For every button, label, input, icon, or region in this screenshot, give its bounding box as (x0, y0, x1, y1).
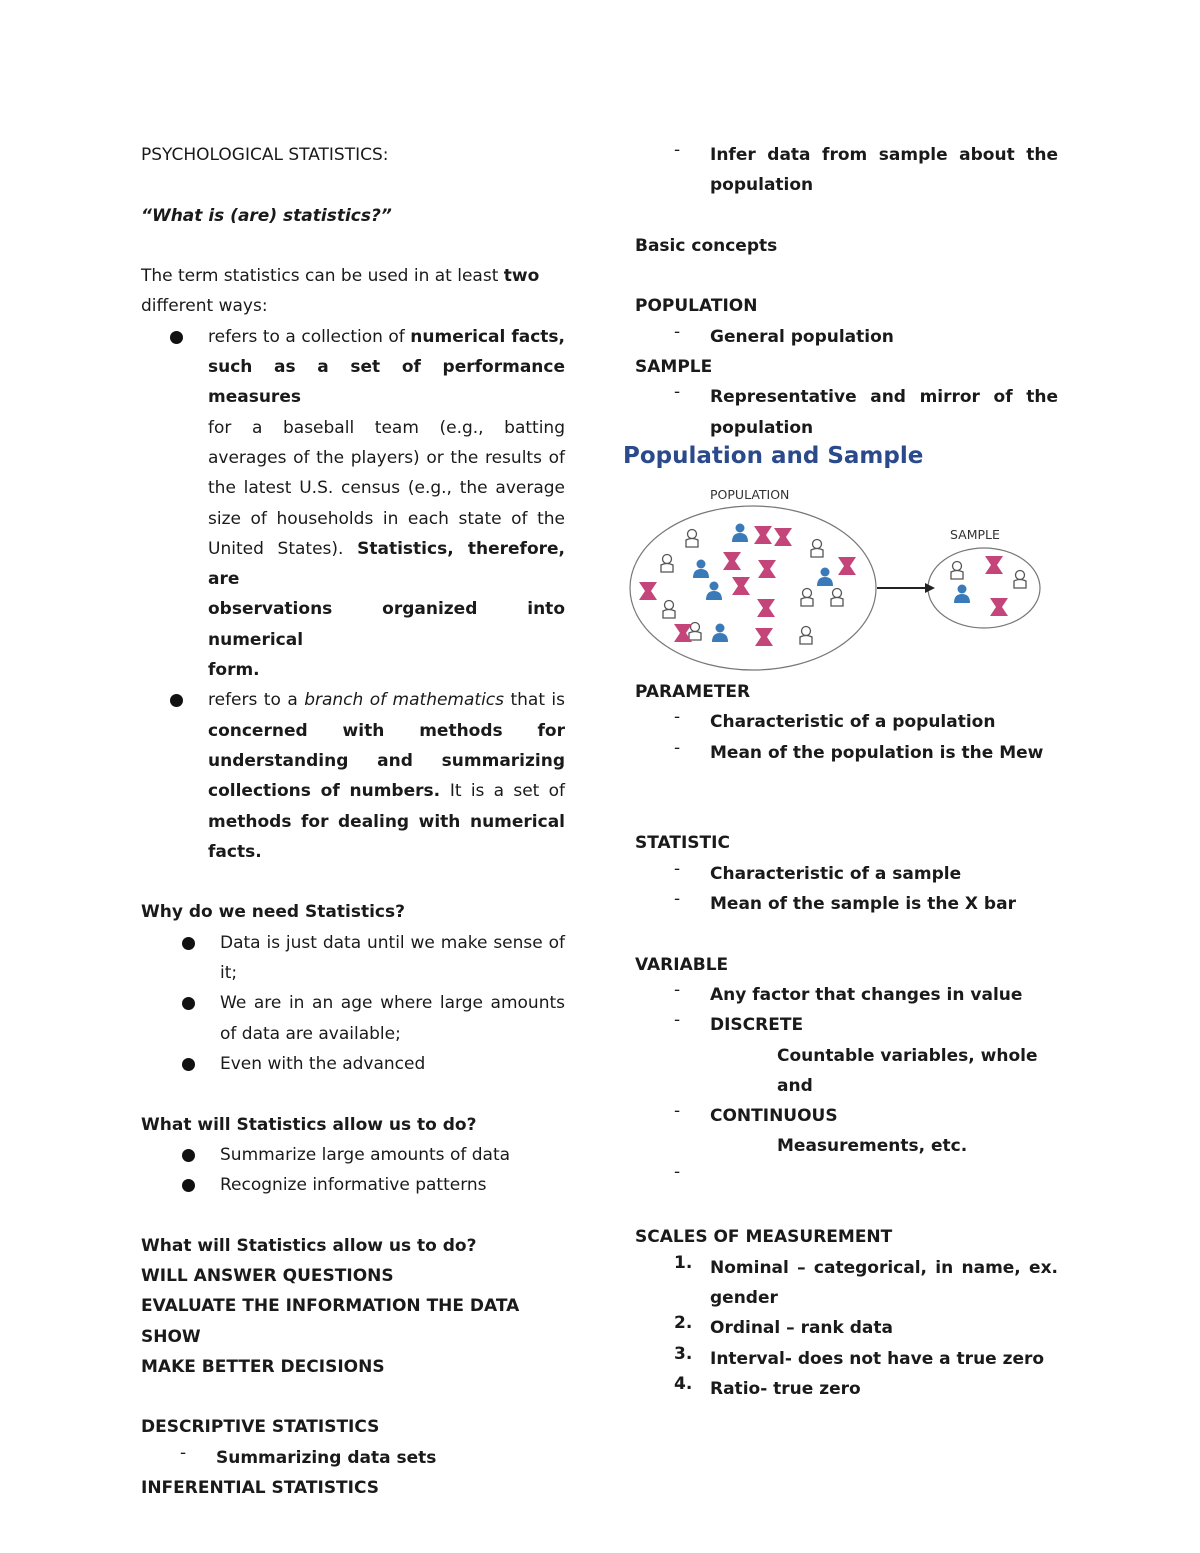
population-ellipse (630, 506, 876, 670)
statistic-item-2: - Mean of the sample is the X bar (674, 889, 1016, 915)
population-label: POPULATION (710, 486, 790, 502)
person-blue-icon (693, 559, 709, 578)
person-pink-icon (758, 560, 776, 578)
scales-heading: SCALES OF MEASUREMENT (635, 1227, 893, 1248)
person-outline-icon (811, 539, 823, 557)
inferential-heading: INFERENTIAL STATISTICS (141, 1478, 380, 1499)
continuous-item: - CONTINUOUS (674, 1101, 838, 1127)
parameter-item-1: - Characteristic of a population (674, 707, 996, 733)
person-pink-icon (757, 599, 775, 617)
person-pink-icon (774, 528, 792, 546)
bullet-icon (170, 331, 183, 344)
allow-bullet-1: Summarize large amounts of data (141, 1140, 565, 1170)
allow-heading-1: What will Statistics allow us to do? (141, 1114, 477, 1135)
intro-line-1: The term statistics can be used in at least two (141, 266, 540, 287)
bullet-icon (182, 1058, 195, 1071)
statistic-item-1: - Characteristic of a sample (674, 858, 962, 884)
caps-line-3: MAKE BETTER DECISIONS (141, 1356, 385, 1377)
sample-item: - Representative and mirror of the population (674, 382, 1058, 438)
scale-item-4: 4. Ratio- true zero (674, 1373, 861, 1399)
person-pink-icon (639, 582, 657, 600)
why-bullet-2: We are in an age where large amounts of data are available; (141, 988, 565, 1049)
statistic-heading: STATISTIC (635, 833, 730, 854)
right-column (623, 140, 1058, 1404)
infer-item: - Infer data from sample about the population (674, 140, 1058, 196)
population-people (639, 523, 856, 646)
bullet-icon (182, 1179, 195, 1192)
parameter-heading: PARAMETER (635, 681, 751, 702)
caps-line-1: WILL ANSWER QUESTIONS (141, 1265, 394, 1286)
definition-bullet-2: refers to a branch of mathematics that is concerned with methods for understanding and summarizing collections of numbers. It is a set of methods for dealing with numerical facts. (141, 685, 565, 867)
person-pink-icon (990, 598, 1008, 616)
definition-bullet-1: refers to a collection of numerical facts, such as a set of performance measures for a baseball team (e.g., batting averages of the players) or the results of the latest U.S. census (e.g., the average size of households in each state of the United States). Statistics, therefore, are observations organized into numerical form. (141, 322, 565, 686)
document-heading: PSYCHOLOGICAL STATISTICS: (141, 145, 389, 165)
scale-item-1: 1. Nominal – categorical, in name, ex. gender (674, 1252, 1058, 1308)
descriptive-item: - Summarizing data sets (180, 1442, 437, 1468)
population-heading: POPULATION (635, 296, 758, 317)
person-outline-icon (801, 588, 813, 606)
descriptive-heading: DESCRIPTIVE STATISTICS (141, 1417, 380, 1438)
variable-item-1: - Any factor that changes in value (674, 979, 1023, 1005)
person-outline-icon (800, 626, 812, 644)
person-blue-icon (712, 623, 728, 642)
person-blue-icon (732, 523, 748, 542)
sample-heading: SAMPLE (635, 357, 713, 378)
parameter-item-2: - Mean of the population is the Mew (674, 737, 1044, 763)
empty-dash-item: - (674, 1161, 681, 1182)
scale-item-2: 2. Ordinal – rank data (674, 1313, 893, 1339)
figure-title: Population and Sample (623, 442, 924, 469)
caps-line-2: EVALUATE THE INFORMATION THE DATA SHOW (141, 1296, 520, 1347)
population-item: - General population (674, 321, 894, 347)
why-heading: Why do we need Statistics? (141, 902, 405, 923)
why-bullet-3: Even with the advanced (141, 1049, 565, 1079)
person-pink-icon (985, 556, 1003, 574)
continuous-description: Measurements, etc. (777, 1136, 968, 1157)
basic-concepts-heading: Basic concepts (635, 235, 778, 256)
why-bullet-1: Data is just data until we make sense of it; (141, 928, 565, 989)
person-outline-icon (686, 529, 698, 547)
person-outline-icon (831, 588, 843, 606)
person-pink-icon (732, 577, 750, 595)
allow-bullet-2: Recognize informative patterns (141, 1170, 565, 1200)
person-blue-icon (706, 581, 722, 600)
person-blue-icon (954, 584, 970, 603)
person-outline-icon (951, 561, 963, 579)
discrete-item: - DISCRETE (674, 1010, 804, 1036)
bullet-icon (170, 694, 183, 707)
person-blue-icon (817, 567, 833, 586)
allow-heading-2: What will Statistics allow us to do? (141, 1235, 477, 1256)
question-heading: “What is (are) statistics?” (141, 205, 392, 226)
person-outline-icon (661, 554, 673, 572)
intro-line-2: different ways: (141, 296, 268, 317)
person-pink-icon (723, 552, 741, 570)
variable-heading: VARIABLE (635, 954, 729, 975)
discrete-description: Countable variables, whole and (777, 1045, 1038, 1096)
bullet-icon (182, 1149, 195, 1162)
person-pink-icon (838, 557, 856, 575)
bullet-icon (182, 997, 195, 1010)
person-outline-icon (663, 600, 675, 618)
bullet-icon (182, 937, 195, 950)
sample-people (951, 556, 1026, 616)
population-sample-diagram (623, 443, 1045, 673)
person-pink-icon (754, 526, 772, 544)
left-column (141, 140, 565, 1503)
arrow-head-icon (925, 583, 935, 593)
person-pink-icon (755, 628, 773, 646)
population-sample-figure (623, 443, 1045, 673)
scale-item-3: 3. Interval- does not have a true zero (674, 1343, 1045, 1369)
person-outline-icon (1014, 570, 1026, 588)
sample-label: SAMPLE (950, 526, 1000, 542)
